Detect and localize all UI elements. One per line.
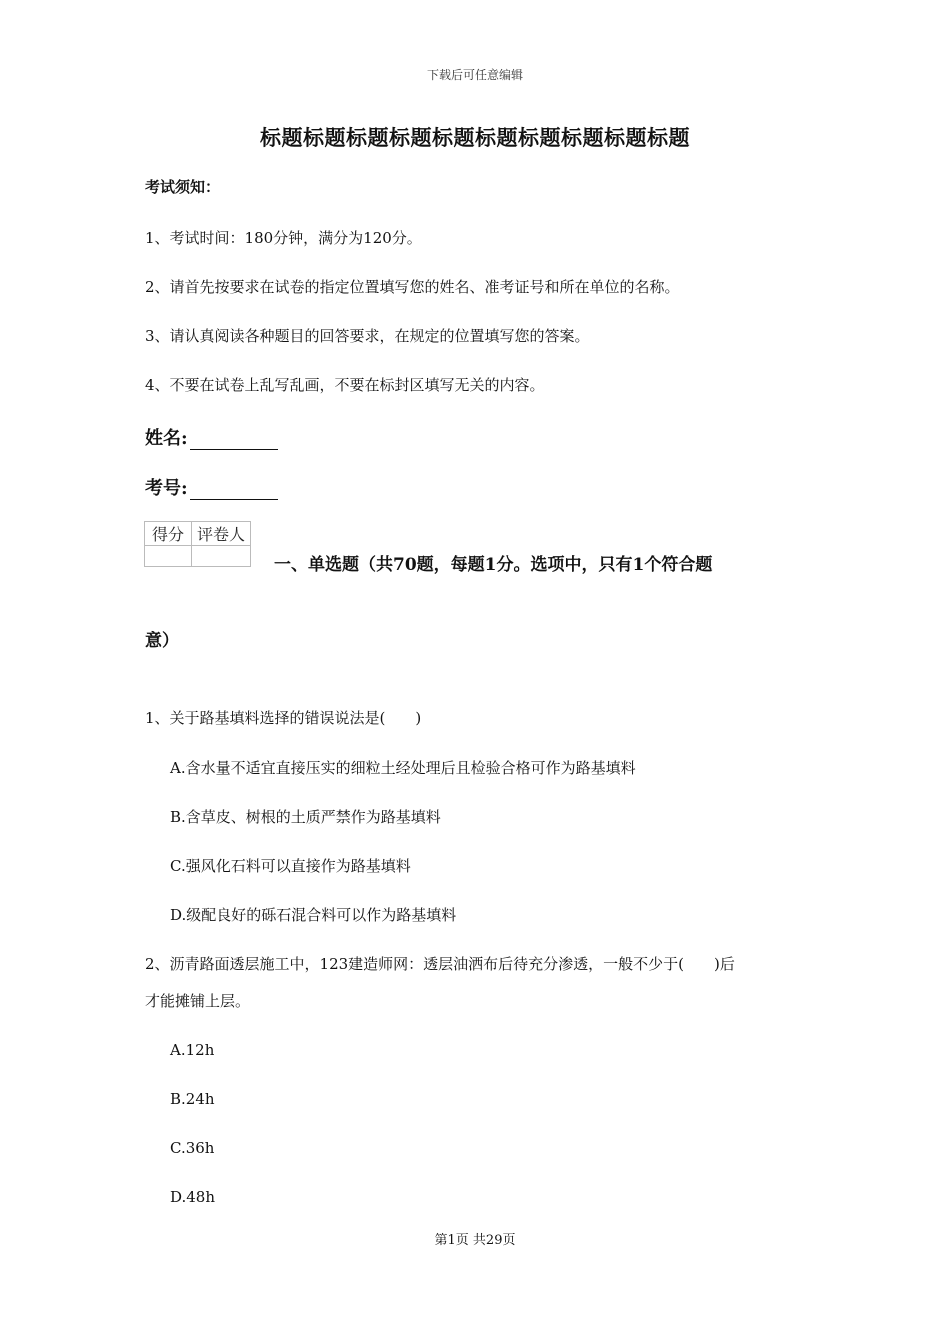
- question-option: C.强风化石料可以直接作为路基填料: [170, 857, 411, 875]
- question-option: D.48h: [170, 1188, 216, 1206]
- question-option: A.12h: [170, 1041, 215, 1059]
- id-field[interactable]: [145, 474, 278, 500]
- name-label: 姓名:: [145, 428, 188, 449]
- notice-heading: 考试须知：: [145, 178, 221, 196]
- score-table: [144, 521, 251, 567]
- question-option: B.含草皮、树根的土质严禁作为路基填料: [170, 808, 441, 826]
- question-option: D.级配良好的砾石混合料可以作为路基填料: [170, 906, 457, 924]
- question-stem: 1、关于路基填料选择的错误说法是( ): [145, 709, 422, 727]
- section-title: 一、单选题（共70题，每题1分。选项中，只有1个符合题: [274, 555, 713, 575]
- question-option: A.含水量不适宜直接压实的细粒土经处理后且检验合格可作为路基填料: [170, 759, 636, 777]
- page-footer: 第1页 共29页: [434, 1233, 516, 1248]
- score-header: 得分: [145, 522, 192, 546]
- notice-item: 3、请认真阅读各种题目的回答要求，在规定的位置填写您的答案。: [145, 327, 590, 345]
- name-blank[interactable]: [190, 431, 278, 450]
- page-title: 标题标题标题标题标题标题标题标题标题标题: [260, 125, 690, 150]
- id-label: 考号:: [145, 478, 188, 499]
- question-option: C.36h: [170, 1139, 215, 1157]
- question-option: B.24h: [170, 1090, 215, 1108]
- notice-item: 1、考试时间：180分钟，满分为120分。: [145, 229, 422, 247]
- grader-cell: [192, 546, 251, 567]
- section-title-cont: 意）: [145, 631, 179, 651]
- name-field[interactable]: [145, 424, 278, 450]
- notice-item: 4、不要在试卷上乱写乱画，不要在标封区填写无关的内容。: [145, 376, 545, 394]
- question-stem: 2、沥青路面透层施工中，123建造师网：透层油洒布后待充分渗透，一般不少于( )后: [145, 955, 735, 973]
- question-stem-cont: 才能摊铺上层。: [145, 992, 251, 1010]
- id-blank[interactable]: [190, 481, 278, 500]
- notice-item: 2、请首先按要求在试卷的指定位置填写您的姓名、准考证号和所在单位的名称。: [145, 278, 680, 296]
- grader-header: 评卷人: [192, 522, 251, 546]
- header-note: 下载后可任意编辑: [426, 68, 523, 82]
- score-cell: [145, 546, 192, 567]
